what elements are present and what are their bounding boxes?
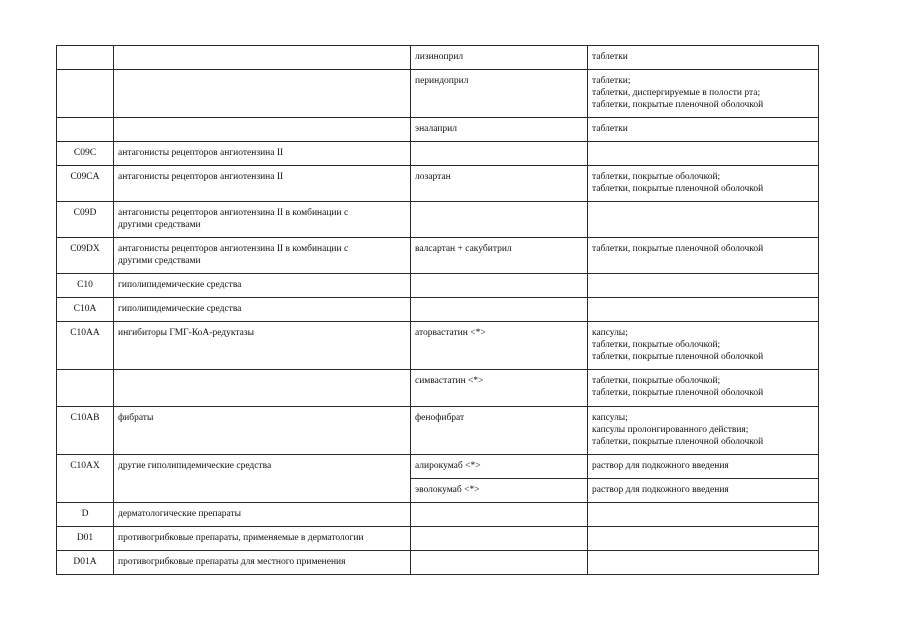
dosage-form-cell: таблетки; таблетки, диспергируемые в полости рта; таблетки, покрытые пленочной оболочкой [588, 70, 819, 118]
drug-name-cell: симвастатин <*> [411, 370, 588, 407]
dosage-form-cell [588, 142, 819, 166]
drug-name-cell [411, 503, 588, 527]
dosage-form-cell [588, 527, 819, 551]
dosage-form-cell [588, 274, 819, 298]
table-row [57, 166, 819, 202]
drug-name-cell: лозартан [411, 166, 588, 202]
drug-name-cell [411, 551, 588, 575]
drug-name-cell: валсартан + сакубитрил [411, 238, 588, 274]
dosage-form-cell: таблетки, покрытые пленочной оболочкой [588, 238, 819, 274]
table-row [57, 298, 819, 322]
group-name-cell: антагонисты рецепторов ангиотензина II в комбинации с другими средствами [114, 238, 411, 274]
group-name-cell: другие гиполипидемические средства [114, 455, 411, 503]
drug-name-cell: периндоприл [411, 70, 588, 118]
group-name-cell: фибраты [114, 407, 411, 455]
medication-table [56, 45, 819, 575]
atc-code-cell: C10AB [57, 407, 114, 455]
table-row [57, 118, 819, 142]
group-name-cell: противогрибковые препараты, применяемые в дерматологии [114, 527, 411, 551]
dosage-form-cell [588, 551, 819, 575]
table-row [57, 407, 819, 455]
atc-code-cell [57, 118, 114, 142]
group-name-cell [114, 46, 411, 70]
dosage-form-cell: раствор для подкожного введения [588, 479, 819, 503]
table-row [57, 142, 819, 166]
dosage-form-cell: таблетки, покрытые оболочкой; таблетки, покрытые пленочной оболочкой [588, 166, 819, 202]
drug-name-cell [411, 527, 588, 551]
group-name-cell: ингибиторы ГМГ-КоА-редуктазы [114, 322, 411, 370]
dosage-form-cell [588, 503, 819, 527]
table-row [57, 46, 819, 70]
group-name-cell [114, 118, 411, 142]
group-name-cell: антагонисты рецепторов ангиотензина II [114, 166, 411, 202]
group-name-cell: антагонисты рецепторов ангиотензина II в комбинации с другими средствами [114, 202, 411, 238]
atc-code-cell: C09C [57, 142, 114, 166]
table-row [57, 503, 819, 527]
atc-code-cell: C10A [57, 298, 114, 322]
dosage-form-cell: капсулы; капсулы пролонгированного действия; таблетки, покрытые пленочной оболочкой [588, 407, 819, 455]
table-row [57, 322, 819, 370]
table-row [57, 370, 819, 407]
table-row [57, 274, 819, 298]
drug-name-cell: эналаприл [411, 118, 588, 142]
table-row [57, 551, 819, 575]
atc-code-cell: C09D [57, 202, 114, 238]
table-row [57, 202, 819, 238]
atc-code-cell: D01 [57, 527, 114, 551]
drug-name-cell [411, 142, 588, 166]
drug-name-cell: эволокумаб <*> [411, 479, 588, 503]
dosage-form-cell: таблетки [588, 46, 819, 70]
table-row [57, 455, 819, 479]
group-name-cell: антагонисты рецепторов ангиотензина II [114, 142, 411, 166]
atc-code-cell [57, 370, 114, 407]
drug-name-cell: лизиноприл [411, 46, 588, 70]
drug-name-cell: алирокумаб <*> [411, 455, 588, 479]
dosage-form-cell: раствор для подкожного введения [588, 455, 819, 479]
atc-code-cell [57, 46, 114, 70]
dosage-form-cell: таблетки, покрытые оболочкой; таблетки, покрытые пленочной оболочкой [588, 370, 819, 407]
atc-code-cell [57, 70, 114, 118]
dosage-form-cell: таблетки [588, 118, 819, 142]
drug-name-cell: аторвастатин <*> [411, 322, 588, 370]
group-name-cell [114, 370, 411, 407]
group-name-cell: противогрибковые препараты для местного применения [114, 551, 411, 575]
table-row [57, 70, 819, 118]
group-name-cell: гиполипидемические средства [114, 274, 411, 298]
table-row [57, 238, 819, 274]
atc-code-cell: C10AA [57, 322, 114, 370]
drug-name-cell: фенофибрат [411, 407, 588, 455]
atc-code-cell: C10 [57, 274, 114, 298]
drug-name-cell [411, 298, 588, 322]
drug-name-cell [411, 202, 588, 238]
atc-code-cell: D01A [57, 551, 114, 575]
atc-code-cell: D [57, 503, 114, 527]
atc-code-cell: C09DX [57, 238, 114, 274]
atc-code-cell: C09CA [57, 166, 114, 202]
drug-name-cell [411, 274, 588, 298]
dosage-form-cell [588, 202, 819, 238]
dosage-form-cell: капсулы; таблетки, покрытые оболочкой; таблетки, покрытые пленочной оболочкой [588, 322, 819, 370]
group-name-cell: дерматологические препараты [114, 503, 411, 527]
table-row [57, 527, 819, 551]
group-name-cell: гиполипидемические средства [114, 298, 411, 322]
group-name-cell [114, 70, 411, 118]
dosage-form-cell [588, 298, 819, 322]
atc-code-cell: C10AX [57, 455, 114, 503]
